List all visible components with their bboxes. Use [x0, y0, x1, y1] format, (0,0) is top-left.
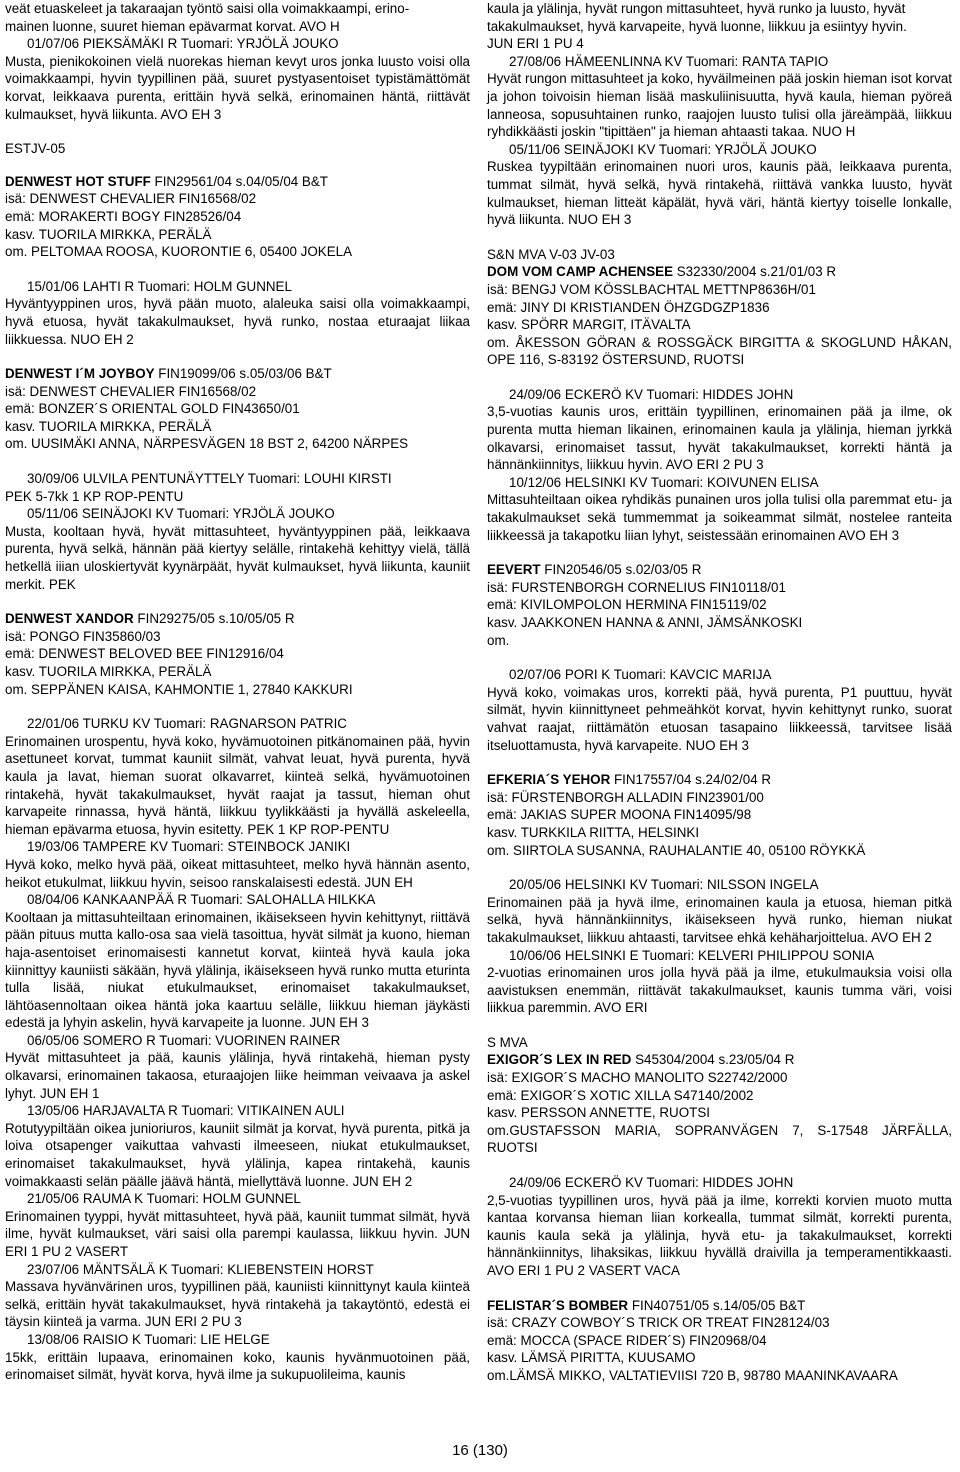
dog-registration: FIN40751/05 s.14/05/05 B&T [628, 1297, 806, 1313]
dog-owner: om.LÄMSÄ MIKKO, VALTATIEVIISI 720 B, 98780 MAANINKAVAARA [487, 1367, 898, 1383]
dog-name: DOM VOM CAMP ACHENSEE [487, 264, 673, 280]
dog-entry-header [5, 610, 470, 628]
judging-line: 10/06/06 HELSINKI E Tuomari: KELVERI PHILIPPOU SONIA [509, 947, 875, 963]
dog-dam: emä: KIVILOMPOLON HERMINA FIN15119/02 [487, 597, 767, 613]
dog-breeder: kasv. PERSSON ANNETTE, RUOTSI [487, 1105, 710, 1121]
dog-sire: isä: DENWEST CHEVALIER FIN16568/02 [5, 383, 257, 399]
judging-line: 27/08/06 HÄMEENLINNA KV Tuomari: RANTA TAPIO [509, 53, 829, 69]
class-heading: S&N MVA V-03 JV-03 [487, 246, 615, 262]
dog-owner: om. [487, 632, 510, 648]
critique-text: Erinomainen pää ja hyvä ilme, erinomainen kaula ja etuosa, hieman pitkä selkä, hyvä hännänkiinnitys, ikäisekseen hyvä runko, hieman niukat takakulmaukset, liikkuu ahtaasti, tarvitsee ehkä kehäharjoittelua. AVO EH 2 [487, 894, 952, 945]
critique-text: Hyvä koko, melko hyvä pää, oikeat mittasuhteet, melko hyvä hännän asento, heikot etukulmat, liikkuu hyvin, seisoo ranskalaisesti edestä. JUN EH [5, 856, 470, 890]
dog-dam: emä: JAKIAS SUPER MOONA FIN14095/98 [487, 807, 752, 823]
dog-sire: isä: PONGO FIN35860/03 [5, 628, 161, 644]
dog-name: EXIGOR´S LEX IN RED [487, 1052, 632, 1068]
judging-line: 22/01/06 TURKU KV Tuomari: RAGNARSON PATRIC [27, 716, 347, 732]
dog-breeder: kasv. TURKKILA RIITTA, HELSINKI [487, 824, 700, 840]
left-column [5, 0, 470, 1384]
critique-text: Kooltaan ja mittasuhteiltaan erinomainen, ikäisekseen hyvin kehittynyt, riittävä pään pituus mutta kallo-osa saa vielä tasoittua, hyvät silmät ja kuono, hieman haja-asentoiset erinomaisesti kannetut korvat, kiinteä hyvä kaula joka kiinnittyy kauniisti säkään, hyvä ylälinja, ikäisekseen hyvä runko mutta eturinta tulla lisää, niukat etukulmaukset, erinomaiset takakulmaukset, lähtöasennoltaan oikea häntä joka kaartuu selälle, liikkuu hieman jäykästi edestä ja lyhyin askelin, hyvä karvapeite ja luonne. JUN EH 3 [5, 909, 470, 1031]
critique-text: Erinomainen tyyppi, hyvät mittasuhteet, hyvä pää, kauniit tummat silmät, hyvä ilme, hyvät kulmaukset, väri saisi olla parempi kaulassa, liikkuu hyvin. JUN ERI 1 PU 2 VASERT [5, 1208, 470, 1259]
dog-breeder: kasv. SPÖRR MARGIT, ITÄVALTA [487, 317, 691, 333]
dog-registration: FIN19099/06 s.05/03/06 B&T [154, 366, 332, 382]
dog-owner: om. PELTOMAA ROOSA, KUORONTIE 6, 05400 JOKELA [5, 244, 353, 260]
critique-text: Hyvät mittasuhteet ja pää, kaunis ylälinja, hyvä rintakehä, hieman pysty olkavarsi, erinomainen takaosa, eturaajojen liike heimman veivaava ja askel lyhyt. JUN EH 1 [5, 1050, 470, 1101]
class-heading: ESTJV-05 [5, 141, 66, 157]
judging-line: 10/12/06 HELSINKI KV Tuomari: KOIVUNEN ELISA [509, 474, 819, 490]
dog-registration: S32330/2004 s.21/01/03 R [673, 264, 837, 280]
dog-breeder: kasv. LÄMSÄ PIRITTA, KUUSAMO [487, 1350, 696, 1366]
critique-text: Musta, kooltaan hyvä, hyvät mittasuhteet, hyväntyyppinen pää, leikkaava purenta, hyvä selkä, hännän pää kiertyy selälle, rintakehä kehittyy vielä, tällä hetkellä iiian uloskiertyvät kyynärpäät, hyvät kulmaukset, hyvä liikunta, kauniit merkit. PEK [5, 523, 470, 592]
class-heading: S MVA [487, 1034, 528, 1050]
judging-line: 01/07/06 PIEKSÄMÄKI R Tuomari: YRJÖLÄ JOUKO [27, 36, 339, 52]
dog-breeder: kasv. TUORILA MIRKKA, PERÄLÄ [5, 664, 212, 679]
dog-owner: om. SEPPÄNEN KAISA, KAHMONTIE 1, 27840 KAKKURI [5, 681, 353, 697]
dog-dam: emä: JINY DI KRISTIANDEN ÖHZGDGZP1836 [487, 299, 770, 315]
continuation-line-1: kaula ja ylälinja, hyvät rungon mittasuhteet, hyvä runko ja luusto, hyvät [487, 1, 906, 16]
critique-text: Mittasuhteiltaan oikea ryhdikäs punainen uros jolla tulisi olla paremmat etu- ja takakulmaukset sekä tummemmat ja soikeammat silmät, nostelee ranteita liikkeessä ja takapotku liian lyhyt, seistessään erinomainen AVO EH 3 [487, 492, 952, 543]
dog-dam: emä: BONZER´S ORIENTAL GOLD FIN43650/01 [5, 401, 300, 417]
continuation-line-2: takakulmaukset, hyvä karvapeite, hyvä luonne, liikkuu ja esiintyy hyvin. [487, 18, 907, 34]
dog-name: DENWEST I´M JOYBOY [5, 366, 155, 382]
dog-registration: S45304/2004 s.23/05/04 R [631, 1052, 795, 1068]
dog-sire: isä: FÜRSTENBORGH ALLADIN FIN23901/00 [487, 789, 764, 805]
dog-entry-header [487, 771, 952, 789]
judging-line: 21/05/06 RAUMA K Tuomari: HOLM GUNNEL [27, 1191, 301, 1207]
dog-dam: emä: MORAKERTI BOGY FIN28526/04 [5, 208, 242, 224]
dog-owner: om.GUSTAFSSON MARIA, SOPRANVÄGEN 7, S-17548 JÄRFÄLLA, RUOTSI [487, 1122, 952, 1156]
judging-line: 05/11/06 SEINÄJOKI KV Tuomari: YRJÖLÄ JOUKO [509, 141, 817, 157]
judging-line: 13/08/06 RAISIO K Tuomari: LIE HELGE [27, 1331, 270, 1347]
dog-entry-header [487, 561, 952, 579]
dog-owner: om. ÅKESSON GÖRAN & ROSSGÄCK BIRGITTA & SKOGLUND HÅKAN, OPE 116, S-83192 ÖSTERSUND, RUOTSI [487, 334, 952, 368]
dog-entry-header [487, 1051, 952, 1069]
intro-line-1: veät etuaskeleet ja takaraajan työntö saisi olla voimakkaampi, erino- [5, 1, 410, 16]
judging-line: 13/05/06 HARJAVALTA R Tuomari: VITIKAINEN AULI [27, 1103, 345, 1119]
dog-sire: isä: FURSTENBORGH CORNELIUS FIN10118/01 [487, 579, 786, 595]
dog-dam: emä: MOCCA (SPACE RIDER´S) FIN20968/04 [487, 1332, 767, 1348]
critique-text: Hyväntyyppinen uros, hyvä pään muoto, alaleuka saisi olla voimakkaampi, hyvä etuosa, hyvät takakulmaukset, hyvä runko, nostaa eturaajat liikaa liikkuessa. NUO EH 2 [5, 296, 470, 347]
dog-dam: emä: DENWEST BELOVED BEE FIN12916/04 [5, 646, 284, 662]
dog-entry-header [487, 263, 952, 281]
dog-name: EEVERT [487, 562, 541, 578]
dog-sire: isä: CRAZY COWBOY´S TRICK OR TREAT FIN28124/03 [487, 1315, 830, 1331]
critique-text: Ruskea tyypiltään erinomainen nuori uros, kaunis pää, leikkaava purenta, tummat silmät, hyvä selkä, hyvä rintakehä, riittävä vankka luusto, hyvät kulmaukset, hieman litteät käpälät, hyvä väri, häntä kiertyy toiselle lonkalle, hyvä liikunta. NUO EH 3 [487, 159, 952, 228]
critique-text: PEK 5-7kk 1 KP ROP-PENTU [5, 488, 184, 504]
continuation-line-3: JUN ERI 1 PU 4 [487, 36, 584, 52]
dog-sire: isä: BENGJ VOM KÖSSLBACHTAL METTNP8636H/01 [487, 281, 816, 297]
dog-name: EFKERIA´S YEHOR [487, 772, 611, 788]
judging-line: 06/05/06 SOMERO R Tuomari: VUORINEN RAINER [27, 1032, 341, 1048]
critique-text: Rotutyypiltään oikea junioriuros, kauniit silmät ja korvat, hyvä purenta, pitkä ja loiva otsapenger vaikuttaa vahvasti ilmeeseen, niukat etukulmaukset, erinomaiset takakulmaukset, hyvä ylälinja, kapea rintakehä, kaunis voimakkaasti selän päälle jäävä häntä, miellyttävä luonne. JUN EH 2 [5, 1120, 470, 1189]
dog-sire: isä: EXIGOR´S MACHO MANOLITO S22742/2000 [487, 1070, 788, 1086]
judging-line: 24/09/06 ECKERÖ KV Tuomari: HIDDES JOHN [509, 1175, 794, 1191]
judging-line: 02/07/06 PORI K Tuomari: KAVCIC MARIJA [509, 667, 772, 683]
critique-text: Massava hyvänvärinen uros, tyypillinen pää, kauniisti kiinnittynyt kaula kiinteä selkä, erittäin hyvät takakulmaukset, hyvä rintakehä ja takaytöntö, edestä ei täysin kiinteä ja varma. JUN ERI 2 PU 3 [5, 1279, 470, 1330]
dog-name: DENWEST HOT STUFF [5, 173, 151, 189]
dog-registration: FIN29561/04 s.04/05/04 B&T [150, 173, 328, 189]
critique-text: 3,5-vuotias kaunis uros, erittäin tyypillinen, erinomainen pää ja ilme, ok purenta mutta hieman likainen, erinomainen kaula ja ylälinja, hieman jyrkkä olkavarsi, erinomaiset tassut, hyvät takakulmaukset, korrekti häntä ja hännänkiinnitys, liikkuu hyvin. AVO ERI 2 PU 3 [487, 404, 952, 473]
critique-text: Hyvä koko, voimakas uros, korrekti pää, hyvä purenta, P1 puuttuu, hyvät silmät, hyvin kiinnittyneet pehmeähköt korvat, hyvin kehittynyt runko, suorat vahvat raajat, riittämätön etuosan tasapaino liikkeessä, tarvitsee lisää itseluottamusta, hyvä karvapeite. NUO EH 3 [487, 684, 952, 753]
dog-owner: om. SIIRTOLA SUSANNA, RAUHALANTIE 40, 05100 RÖYKKÄ [487, 842, 866, 858]
dog-entry-header [5, 365, 470, 383]
judging-line: 24/09/06 ECKERÖ KV Tuomari: HIDDES JOHN [509, 386, 794, 402]
dog-breeder: kasv. TUORILA MIRKKA, PERÄLÄ [5, 418, 212, 434]
dog-entry-header [5, 173, 470, 191]
intro-line-2: mainen luonne, suuret hieman epävarmat korvat. AVO H [5, 18, 340, 34]
judging-line: 08/04/06 KANKAANPÄÄ R Tuomari: SALOHALLA HILKKA [27, 892, 376, 908]
dog-registration: FIN29275/05 s.10/05/05 R [133, 611, 295, 627]
dog-breeder: kasv. TUORILA MIRKKA, PERÄLÄ [5, 226, 212, 242]
page-number: 16 (130) [452, 1442, 508, 1459]
critique-text: 2-vuotias erinomainen uros jolla hyvä pää ja ilme, etukulmauksia voisi olla aavistuksen enemmän, riittävät takakulmaukset, kaunis tumma väri, voisi liikkua paremmin. AVO ERI [487, 965, 952, 1016]
critique-text: 15kk, erittäin lupaava, erinomainen koko, kaunis hyvänmuotoinen pää, erinomaiset silmät, hyvät korva, hyvä ilme ja sukupuolileima, kaunis [5, 1349, 470, 1383]
critique-text: Musta, pienikokoinen vielä nuorekas hieman kevyt uros jonka luusto voisi olla voimakkaampi, hyvin tyypillinen pää, suuret pystyasentoiset typistämättömät korvat, leikkaava purenta, erittäin hyvä selkä, erinomainen häntä, riittävät kulmaukset, hyvä liikunta. AVO EH 3 [5, 53, 470, 122]
dog-entry-header [487, 1297, 952, 1315]
critique-text: Hyvät rungon mittasuhteet ja koko, hyväilmeinen pää joskin hieman isot korvat ja johon toivoisin hieman lisää maskuliinisuutta, hyvä kaula, hieman pyöreä lanneosa, sopusuhtainen runko, raajojen luusto tulisi olla järeämpää, liikkuu ryhdikkäästi joskin "tipittäen" ja hieman ahtaasti takaa. NUO H [487, 71, 952, 140]
dog-dam: emä: EXIGOR´S XOTIC XILLA S47140/2002 [487, 1087, 754, 1103]
judging-line: 05/11/06 SEINÄJOKI KV Tuomari: YRJÖLÄ JOUKO [27, 506, 335, 522]
judging-line: 15/01/06 LAHTI R Tuomari: HOLM GUNNEL [27, 278, 292, 294]
dog-name: FELISTAR´S BOMBER [487, 1297, 629, 1313]
right-column [487, 0, 952, 1385]
dog-registration: FIN20546/05 s.02/03/05 R [540, 562, 702, 578]
critique-text: 2,5-vuotias tyypillinen uros, hyvä pää ja ilme, korrekti korvien muoto mutta kantaa korvansa hieman liian korkealla, tummat silmät, korrekti purenta, kaunis kaula sekä ja ylälinja, hyvä etu- ja takakulmaukset, korrekti hännänkiinnitys, lihaksikas, liikkuu hyvällä draivilla ja temperamentikkaasti. AVO ERI 1 PU 2 VASERT VACA [487, 1192, 952, 1278]
dog-sire: isä: DENWEST CHEVALIER FIN16568/02 [5, 191, 257, 207]
dog-name: DENWEST XANDOR [5, 611, 134, 627]
judging-line: 30/09/06 ULVILA PENTUNÄYTTELY Tuomari: LOUHI KIRSTI [27, 471, 392, 487]
judging-line: 20/05/06 HELSINKI KV Tuomari: NILSSON INGELA [509, 877, 819, 893]
judging-line: 23/07/06 MÄNTSÄLÄ K Tuomari: KLIEBENSTEIN HORST [27, 1261, 374, 1277]
dog-owner: om. UUSIMÄKI ANNA, NÄRPESVÄGEN 18 BST 2, 64200 NÄRPES [5, 436, 409, 452]
judging-line: 19/03/06 TAMPERE KV Tuomari: STEINBOCK JANIKI [27, 839, 351, 855]
dog-breeder: kasv. JAAKKONEN HANNA & ANNI, JÄMSÄNKOSKI [487, 615, 803, 630]
dog-registration: FIN17557/04 s.24/02/04 R [610, 772, 772, 788]
critique-text: Erinomainen urospentu, hyvä koko, hyvämuotoinen pitkänomainen pää, hyvin asettuneet korvat, tummat kauniit silmät, vahvat leuat, hyvä purenta, hyvä kaula ja lavat, hieman suorat olkavarret, kiinteä selkä, hyvämuotoinen rintakehä, hyvät takakulmaukset, hyvät raajat ja tassut, hieman ohut karvapeite rinnassa, hyvä häntä, liikkuu tyylikkäästi ja hyvällä askeleella, hieman epävarma etuosa, hyvin esitetty. PEK 1 KP ROP-PENTU [5, 733, 470, 837]
